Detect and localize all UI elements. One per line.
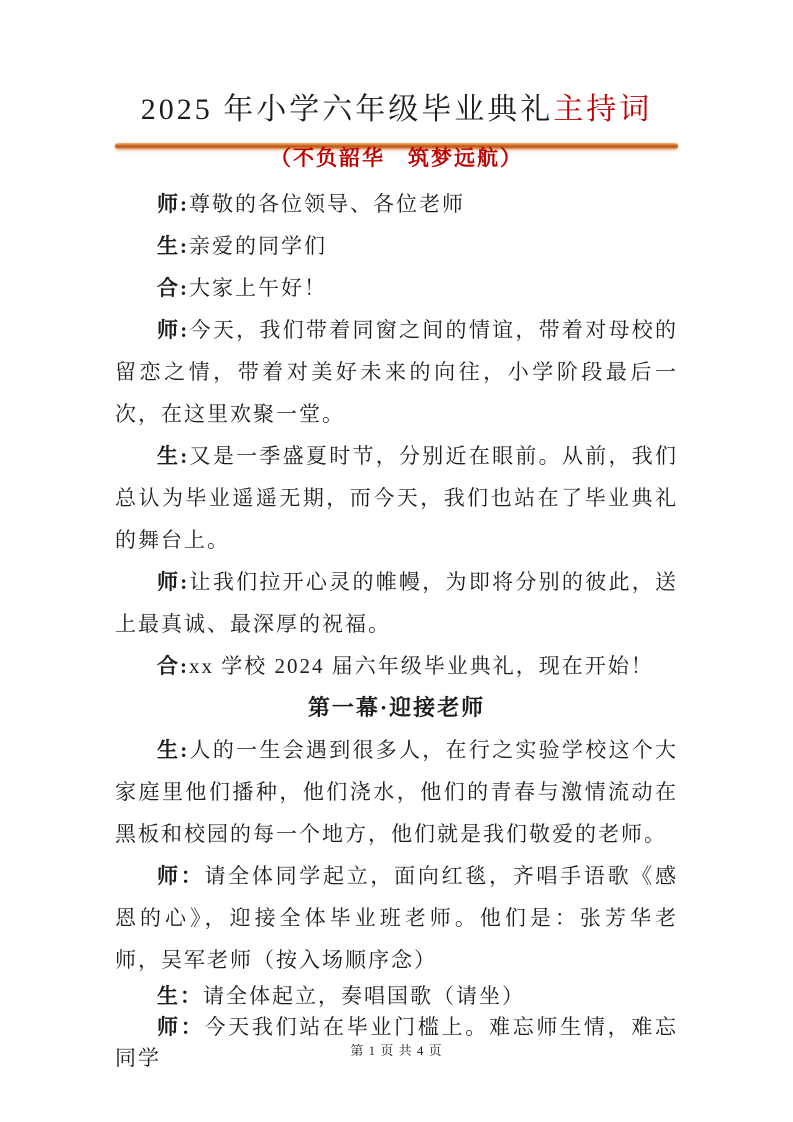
speaker-label: 合: — [157, 276, 189, 300]
page-footer: 第 1 页 共 4 页 — [350, 1043, 443, 1058]
dialog-paragraph: 师:今天，我们带着同窗之间的情谊，带着对母校的留恋之情，带着对美好未来的向往，小学阶段最后一次，在这里欢聚一堂。 — [115, 318, 679, 426]
dialog-paragraph: 生：请全体起立，奏唱国歌（请坐） — [157, 984, 525, 1008]
speaker-label: 生: — [157, 738, 190, 762]
title-accent: 主持词 — [553, 93, 653, 126]
section-heading: 第一幕·迎接老师 — [307, 695, 486, 720]
title-main: 2025 年小学六年级毕业典礼 — [140, 93, 554, 126]
speaker-label: 师： — [157, 864, 205, 888]
speaker-label: 生: — [157, 444, 190, 468]
speaker-label: 师: — [157, 570, 190, 594]
dialog-paragraph: 师：请全体同学起立，面向红毯，齐唱手语歌《感恩的心》，迎接全体毕业班老师。他们是：张芳华老师，吴军老师（按入场顺序念） — [115, 864, 679, 972]
dialog-paragraph: 生:亲爱的同学们 — [157, 234, 327, 258]
dialog-paragraph: 生:又是一季盛夏时节，分别近在眼前。从前，我们总认为毕业遥遥无期，而今天，我们也站在了毕业典礼的舞台上。 — [115, 444, 679, 552]
speaker-label: 师: — [157, 192, 189, 216]
speaker-label: 师： — [157, 1015, 205, 1039]
dialog-paragraph: 合:xx 学校 2024 届六年级毕业典礼，现在开始！ — [157, 654, 654, 678]
dialog-paragraph: 师:让我们拉开心灵的帷幔，为即将分别的彼此，送上最真诚、最深厚的祝福。 — [115, 570, 679, 636]
speaker-label: 生： — [157, 984, 203, 1008]
speaker-label: 合: — [157, 654, 189, 678]
speaker-label: 师: — [157, 318, 190, 342]
speaker-label: 生: — [157, 234, 189, 258]
subtitle: （不负韶华 筑梦远航） — [270, 146, 523, 170]
document-title — [115, 90, 678, 130]
document-body — [115, 183, 678, 1074]
dialog-paragraph: 师：今天我们站在毕业门槛上。难忘师生情，难忘同学 — [115, 1015, 679, 1070]
dialog-paragraph: 合:大家上午好！ — [157, 276, 327, 300]
dialog-paragraph: 生:人的一生会遇到很多人，在行之实验学校这个大家庭里他们播种，他们浇水，他们的青春与激情流动在黑板和校园的每一个地方，他们就是我们敬爱的老师。 — [115, 738, 679, 846]
dialog-paragraph: 师:尊敬的各位领导、各位老师 — [157, 192, 465, 216]
